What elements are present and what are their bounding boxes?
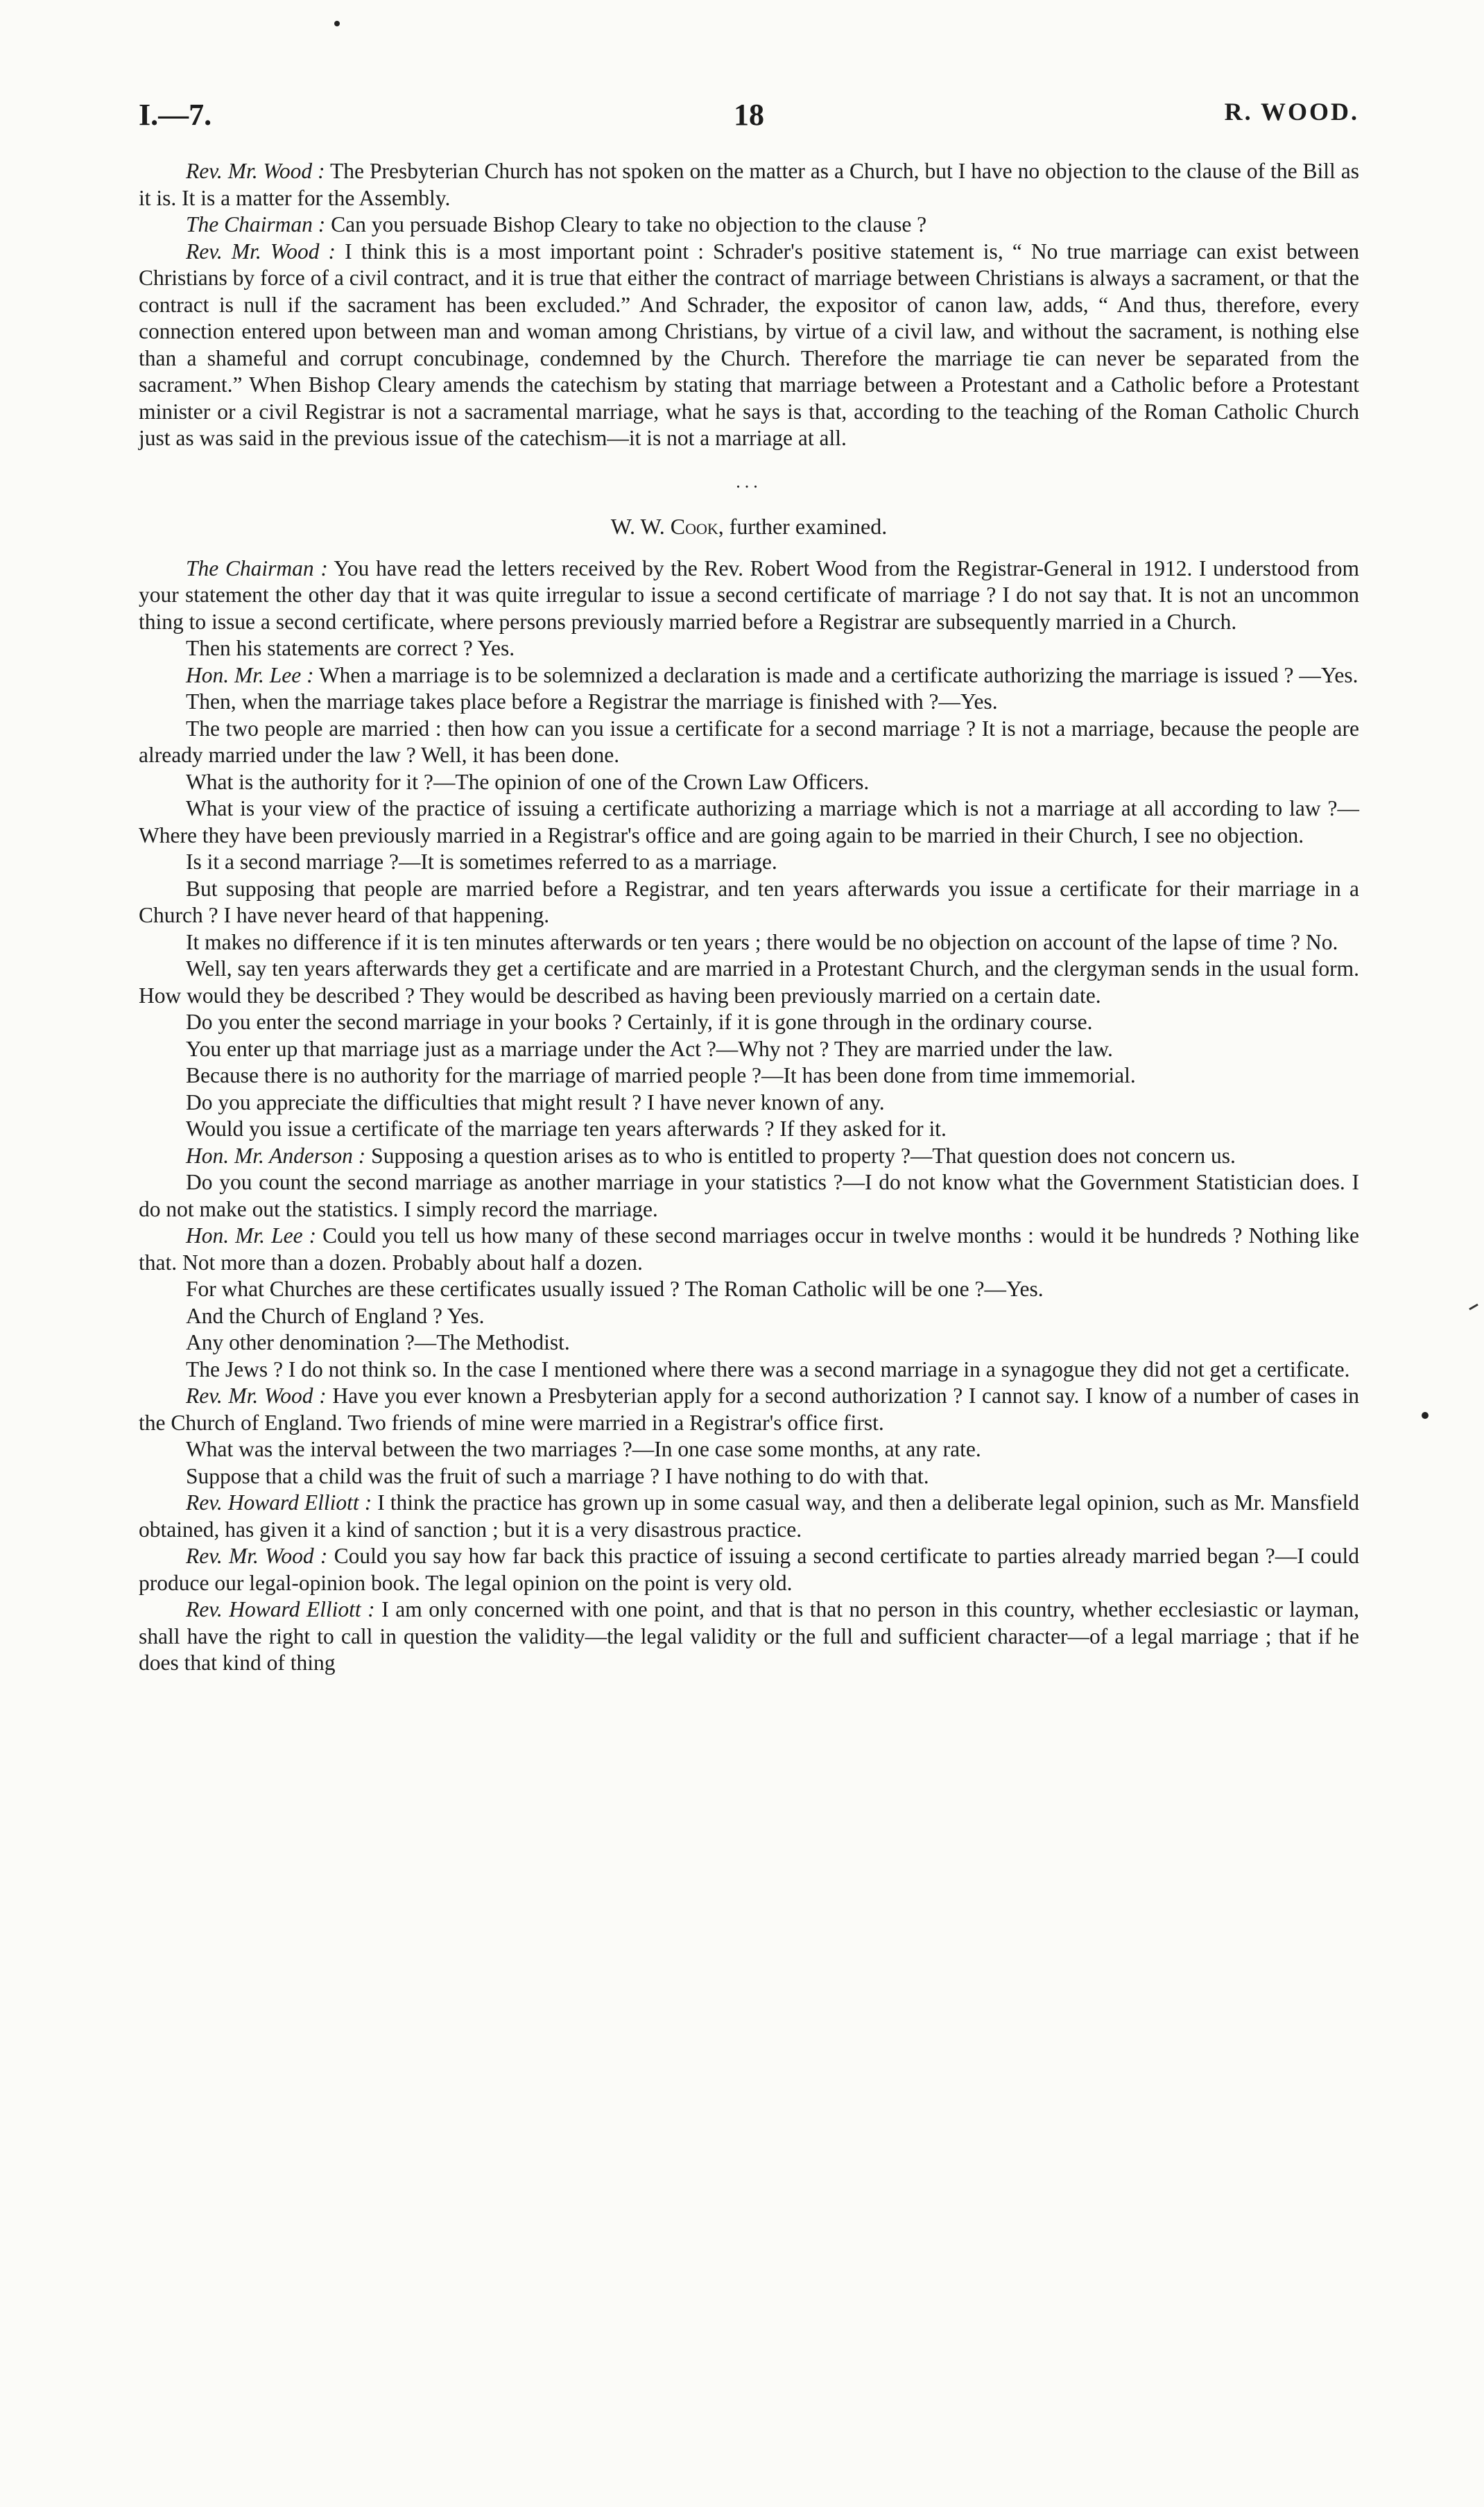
testimony-paragraph: [139, 1089, 1359, 1117]
testimony-paragraph: [139, 849, 1359, 876]
testimony-paragraph: [139, 1009, 1359, 1036]
testimony-paragraph: [139, 769, 1359, 796]
testimony-paragraph: [139, 1596, 1359, 1677]
paragraph-text: Suppose that a child was the fruit of such a marriage ? I have nothing to do with that.: [186, 1463, 929, 1488]
paragraph-text: Supposing a question arises as to who is entitled to property ?—That question does not concern us.: [365, 1143, 1236, 1168]
paragraph-text: Then, when the marriage takes place before a Registrar the marriage is finished with ?—Yes.: [186, 689, 998, 714]
paragraph-text: Could you say how far back this practice of issuing a second certificate to parties already married began ?—I could produce our legal-opinion book. The legal opinion on the point is very old.: [139, 1544, 1359, 1595]
witness-name: W. W. Cook: [610, 514, 718, 539]
testimony-paragraph: [139, 1436, 1359, 1463]
paragraph-text: I am only concerned with one point, and that is that no person in this country, whether ecclesiastic or layman, shall have the right to call in question the validity—the legal validity or the full and sufficient character—of a legal marriage ; that if he does that kind of thing: [139, 1597, 1359, 1675]
paragraph-text: What is your view of the practice of issuing a certificate authorizing a marriage which is not a marriage at all according to law ?—Where they have been previously married in a Registrar's office and are going again to be married in their Church, I see no objection.: [139, 796, 1359, 847]
wood-examination: [139, 158, 1359, 452]
paragraph-text: What is the authority for it ?—The opinion of one of the Crown Law Officers.: [186, 769, 870, 794]
testimony-paragraph: [139, 1143, 1359, 1170]
testimony-paragraph: [139, 1276, 1359, 1303]
paragraph-text: The Jews ? I do not think so. In the case I mentioned where there was a second marriage in a synagogue they did not get a certificate.: [186, 1356, 1350, 1381]
testimony-paragraph: [139, 635, 1359, 662]
paragraph-text: Because there is no authority for the marriage of married people ?—It has been done from time immemorial.: [186, 1063, 1136, 1087]
paragraph-text: What was the interval between the two marriages ?—In one case some months, at any rate.: [186, 1437, 981, 1461]
speaker-name: Rev. Mr. Wood :: [186, 1384, 327, 1408]
speaker-name: Rev. Mr. Wood :: [186, 159, 325, 183]
paragraph-text: Could you tell us how many of these second marriages occur in twelve months : would it be hundreds ? Nothing like that. Not more than a dozen. Probably about half a dozen.: [139, 1223, 1359, 1275]
testimony-paragraph: [139, 1463, 1359, 1490]
speaker-name: Rev. Mr. Wood :: [186, 239, 336, 264]
testimony-paragraph: [139, 158, 1359, 212]
testimony-paragraph: [139, 929, 1359, 956]
testimony-paragraph: [139, 1329, 1359, 1356]
paragraph-text: It makes no difference if it is ten minutes afterwards or ten years ; there would be no objection on account of the lapse of time ? No.: [186, 929, 1338, 954]
testimony-paragraph: [139, 689, 1359, 716]
testimony-paragraph: [139, 1303, 1359, 1330]
speaker-name: Rev. Howard Elliott :: [186, 1597, 375, 1621]
testimony-paragraph: [139, 1062, 1359, 1089]
testimony-paragraph: [139, 555, 1359, 636]
speaker-name: Hon. Mr. Anderson :: [186, 1143, 366, 1168]
testimony-paragraph: [139, 1356, 1359, 1384]
paragraph-text: Can you persuade Bishop Cleary to take no objection to the clause ?: [325, 212, 927, 236]
speaker-name: The Chairman :: [186, 555, 328, 580]
cook-examination: [139, 555, 1359, 1677]
speaker-name: The Chairman :: [186, 212, 326, 236]
paragraph-text: I think the practice has grown up in some casual way, and then a deliberate legal opinion, such as Mr. Mansfield obtained, has given it a kind of sanction ; but it is a very disastrous practice.: [139, 1490, 1359, 1542]
testimony-paragraph: [139, 239, 1359, 452]
speaker-name: Rev. Mr. Wood :: [186, 1544, 328, 1568]
paragraph-text: Do you enter the second marriage in your books ? Certainly, if it is gone through in the ordinary course.: [186, 1010, 1093, 1034]
page-header: [139, 97, 1359, 139]
testimony-paragraph: [139, 662, 1359, 689]
document-reference: I.—7.: [139, 98, 212, 132]
testimony-paragraph: [139, 956, 1359, 1009]
paragraph-text: When a marriage is to be solemnized a declaration is made and a certificate authorizing the marriage is issued ? —Yes.: [313, 662, 1358, 687]
testimony-paragraph: [139, 795, 1359, 849]
testimony-paragraph: [139, 1036, 1359, 1063]
document-body: [139, 158, 1359, 1677]
paragraph-text: Well, say ten years afterwards they get a certificate and are married in a Protestant Church, and the clergyman sends in the usual form. How would they be described ? They would be described as having been previously married on a certain date.: [139, 956, 1360, 1008]
paragraph-text: Would you issue a certificate of the marriage ten years afterwards ? If they asked for it.: [186, 1117, 947, 1141]
margin-dot-top: [334, 21, 340, 26]
testimony-paragraph: [139, 876, 1359, 929]
paragraph-text: And the Church of England ? Yes.: [186, 1303, 485, 1328]
paragraph-text: For what Churches are these certificates usually issued ? The Roman Catholic will be one ?—Yes.: [186, 1277, 1044, 1301]
speaker-name: Hon. Mr. Lee :: [186, 662, 314, 687]
witness-name-header: R. WOOD.: [1224, 98, 1359, 126]
paragraph-text: You enter up that marriage just as a marriage under the Act ?—Why not ? They are married under the law.: [186, 1036, 1113, 1061]
paragraph-text: Any other denomination ?—The Methodist.: [186, 1330, 570, 1354]
paragraph-text: Have you ever known a Presbyterian apply for a second authorization ? I cannot say. I know of a number of cases in the Church of England. Two friends of mine were married in a Registrar's office first.: [139, 1384, 1359, 1435]
testimony-paragraph: [139, 1383, 1359, 1436]
testimony-paragraph: [139, 1543, 1359, 1596]
margin-dot-right: [1422, 1412, 1429, 1419]
page-number: 18: [734, 98, 764, 132]
paragraph-text: Do you count the second marriage as another marriage in your statistics ?—I do not know what the Government Statistician does. I do not make out the statistics. I simply record the marriage.: [139, 1170, 1359, 1221]
paragraph-text: Do you appreciate the difficulties that might result ? I have never known of any.: [186, 1089, 885, 1114]
paragraph-text: You have read the letters received by the Rev. Robert Wood from the Registrar-General in 1912. I understood from your statement the other day that it was quite irregular to issue a second certificate of marriage ? I do not say that. It is not an uncommon thing to issue a second certificate, where persons previously married before a Registrar are subsequently married in a Church.: [139, 555, 1359, 634]
testimony-paragraph: [139, 1169, 1359, 1223]
speaker-name: Rev. Howard Elliott :: [186, 1490, 372, 1515]
testimony-paragraph: [139, 1490, 1359, 1543]
paragraph-text: I think this is a most important point : Schrader's positive statement is, “ No true marriage can exist between Christians by force of a civil contract, and it is true that either the contract of marriage between Christians is always a sacrament, or that the contract is null if the sacrament has been excluded.” And Schrader, the expositor of canon law, adds, “ And thus, therefore, every connection entered upon between man and woman among Christians, by virtue of a civil law, and without the sacrament, is nothing else than a shameful and corrupt concubinage, condemned by the Church. Therefore the marriage tie can never be separated from the sacrament.” When Bishop Cleary amends the catechism by stating that marriage between a Protestant and a Catholic before a Protestant minister or a civil Registrar is not a sacramental marriage, what he says is that, according to the teaching of the Roman Catholic Church just as was said in the previous issue of the catechism—it is not a marriage at all.: [139, 239, 1359, 450]
margin-dash-right: [1469, 1304, 1478, 1311]
paragraph-text: Then his statements are correct ? Yes.: [186, 636, 515, 660]
testimony-paragraph: [139, 1116, 1359, 1143]
paragraph-text: The two people are married : then how can you issue a certificate for a second marriage ? It is not a marriage, because the people are already married under the law ? Well, it has been done.: [139, 716, 1359, 767]
testimony-paragraph: [139, 212, 1359, 239]
paragraph-text: But supposing that people are married before a Registrar, and ten years afterwards you issue a certificate for their marriage in a Church ? I have never heard of that happening.: [139, 876, 1359, 927]
section-separator: ...: [736, 471, 762, 492]
speaker-name: Hon. Mr. Lee :: [186, 1223, 317, 1248]
paragraph-text: Is it a second marriage ?—It is sometimes referred to as a marriage.: [186, 850, 777, 874]
paragraph-text: The Presbyterian Church has not spoken on the matter as a Church, but I have no objection to the clause of the Bill as it is. It is a matter for the Assembly.: [139, 159, 1359, 210]
testimony-paragraph: [139, 716, 1359, 769]
testimony-paragraph: [139, 1223, 1359, 1276]
section-title-suffix: , further examined.: [718, 514, 888, 539]
section-title: [139, 513, 1359, 540]
